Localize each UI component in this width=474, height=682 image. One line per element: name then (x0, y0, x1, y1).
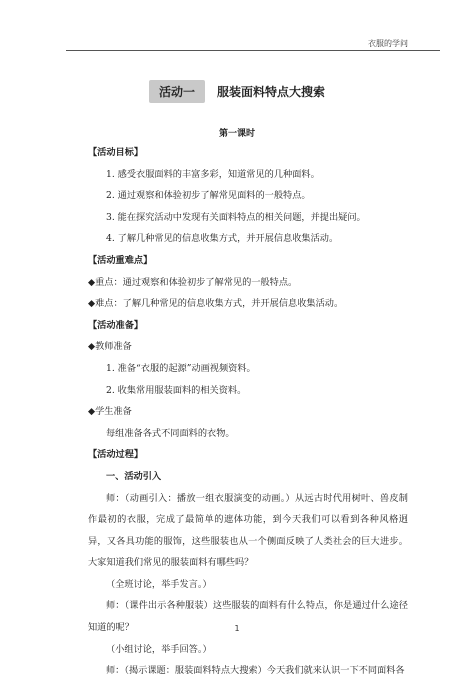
process-paragraph: （小组讨论，举手回答。） (106, 643, 212, 655)
process-paragraph: 师：（动画引入：播放一组衣服演变的动画。）从远古时代用树叶、兽皮制作最初的衣服，完成了最简单的遮体功能，到今天我们可以看到各种风格迥异，又各具功能的服饰，这些服装也从一个侧面反映了人类社会的巨大进步。大家知道我们常见的服装面料有哪些吗？ (88, 492, 408, 569)
running-header: 衣服的学问 (368, 39, 408, 48)
process-subheading: 一、活动引入 (106, 470, 162, 482)
student-prep-label: ◆学生准备 (88, 406, 132, 418)
lesson-heading: 第一课时 (218, 129, 255, 139)
teacher-prep-label: ◆教师准备 (88, 341, 132, 353)
process-heading: 【活动过程】 (88, 449, 144, 461)
activity-title-row (0, 80, 474, 103)
process-paragraph: 师：（揭示课题：服装面料特点大搜索）今天我们就来认识一下不同面料各 (106, 665, 405, 677)
activity-title: 服装面料特点大搜索 (217, 85, 326, 99)
goals-heading: 【活动目标】 (88, 147, 144, 158)
goal-item: 2. 通过观察和体验初步了解常见面料的一般特点。 (106, 190, 311, 202)
preparation-heading: 【活动准备】 (88, 319, 144, 331)
activity-badge: 活动一 (149, 80, 205, 103)
goal-item: 1. 感受衣服面料的丰富多彩，知道常见的几种面料。 (106, 168, 320, 180)
teacher-prep-item: 2. 收集常用服装面料的相关资料。 (106, 384, 247, 396)
key-point-item: ◆重点：通过观察和体验初步了解常见的一般特点。 (88, 276, 298, 288)
header-rule (66, 50, 440, 51)
key-points-heading: 【活动重难点】 (88, 254, 153, 266)
process-paragraph: 师：（课件出示各种服装）这些服装的面料有什么特点，你是通过什么途径知道的呢？ (88, 600, 408, 634)
goal-item: 4. 了解几种常见的信息收集方式，并开展信息收集活动。 (106, 233, 339, 245)
key-point-item: ◆难点：了解几种常见的信息收集方式，并开展信息收集活动。 (88, 298, 344, 310)
goal-item: 3. 能在探究活动中发现有关面料特点的相关问题，并提出疑问。 (106, 211, 366, 223)
teacher-prep-item: 1. 准备“衣服的起源”动画视频资料。 (106, 362, 256, 374)
process-paragraph: （全班讨论，举手发言。） (106, 578, 212, 590)
document-body (88, 142, 408, 682)
student-prep-item: 每组准备各式不同面料的衣物。 (106, 427, 235, 439)
page-number: 1 (234, 624, 240, 633)
